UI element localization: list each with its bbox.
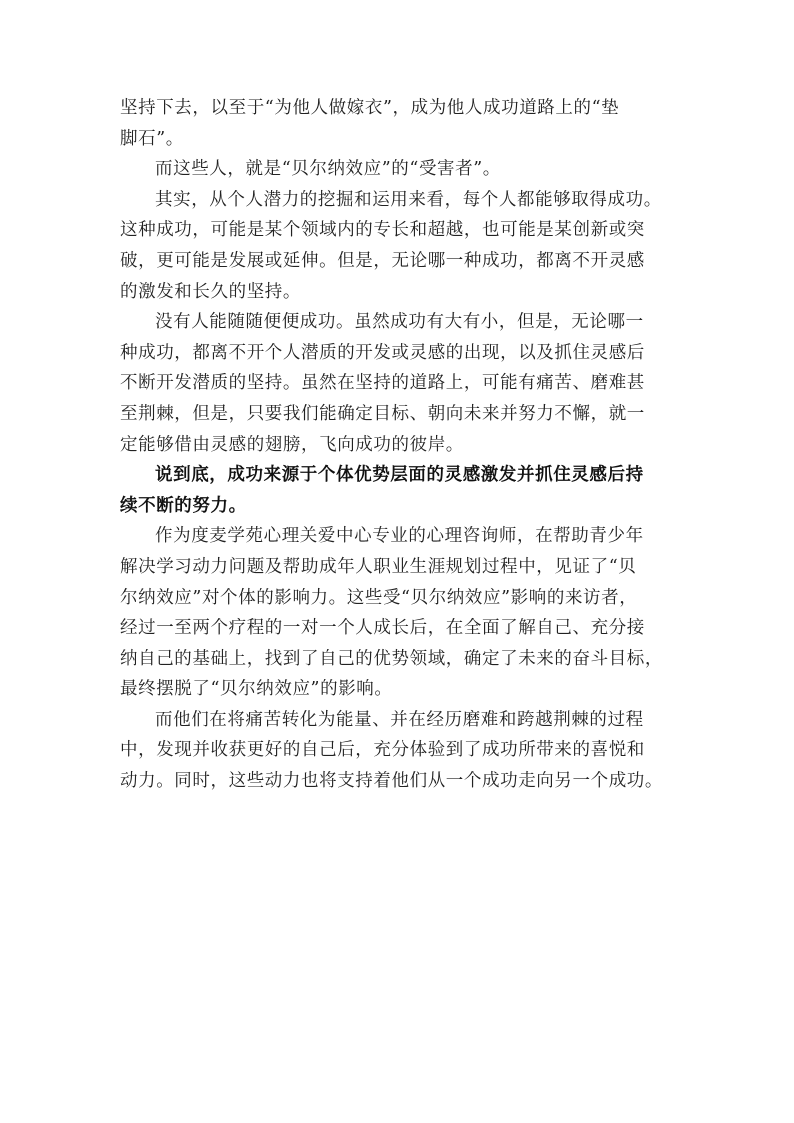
- text-line: 种成功，都离不开个人潜质的开发或灵感的出现，以及抓住灵感后: [120, 342, 645, 363]
- text-line: 坚持下去，以至于“为他人做嫁衣”，成为他人成功道路上的“垫: [120, 98, 620, 118]
- text-line: 定能够借由灵感的翅膀，飞向成功的彼岸。: [120, 434, 464, 455]
- text-line: 脚石”。: [120, 128, 184, 149]
- emphasis-line: 说到底，成功来源于个体优势层面的灵感激发并抓住灵感后持: [155, 465, 644, 486]
- text-line: 的激发和长久的坚持。: [120, 281, 301, 302]
- text-line: 经过一至两个疗程的一对一个人成长后，在全面了解自己、充分接: [120, 618, 645, 639]
- text-line: 至荆棘，但是，只要我们能确定目标、朝向未来并努力不懈，就一: [120, 403, 645, 424]
- text-line: 破，更可能是发展或延伸。但是，无论哪一种成功，都离不开灵感: [120, 250, 645, 271]
- text-line: 没有人能随随便便成功。虽然成功有大有小，但是，无论哪一: [155, 312, 644, 333]
- text-line: 这种成功，可能是某个领域内的专长和超越，也可能是某创新或突: [120, 220, 645, 241]
- text-line: 纳自己的基础上，找到了自己的优势领域，确定了未来的奋斗目标，: [120, 648, 663, 669]
- text-line: 而这些人，就是“贝尔纳效应”的“受害者”。: [155, 159, 501, 180]
- text-line: 尔纳效应”对个体的影响力。这些受“贝尔纳效应”影响的来访者，: [120, 587, 638, 608]
- text-line: 解决学习动力问题及帮助成年人职业生涯规划过程中，见证了“贝: [120, 556, 637, 577]
- text-line: 作为度麦学苑心理关爱中心专业的心理咨询师，在帮助青少年: [155, 526, 644, 547]
- text-line: 动力。同时，这些动力也将支持着他们从一个成功走向另一个成功。: [120, 771, 663, 792]
- body-text: [120, 93, 700, 797]
- emphasis-line: 续不断的努力。: [120, 495, 247, 516]
- text-line: 不断开发潜质的坚持。虽然在坚持的道路上，可能有痛苦、磨难甚: [120, 373, 645, 394]
- text-line: 而他们在将痛苦转化为能量、并在经历磨难和跨越荆棘的过程: [155, 709, 644, 730]
- text-line: 中，发现并收获更好的自己后，充分体验到了成功所带来的喜悦和: [120, 740, 645, 761]
- text-line: 其实，从个人潜力的挖掘和运用来看，每个人都能够取得成功。: [155, 189, 662, 210]
- text-line: 最终摆脱了“贝尔纳效应”的影响。: [120, 679, 393, 700]
